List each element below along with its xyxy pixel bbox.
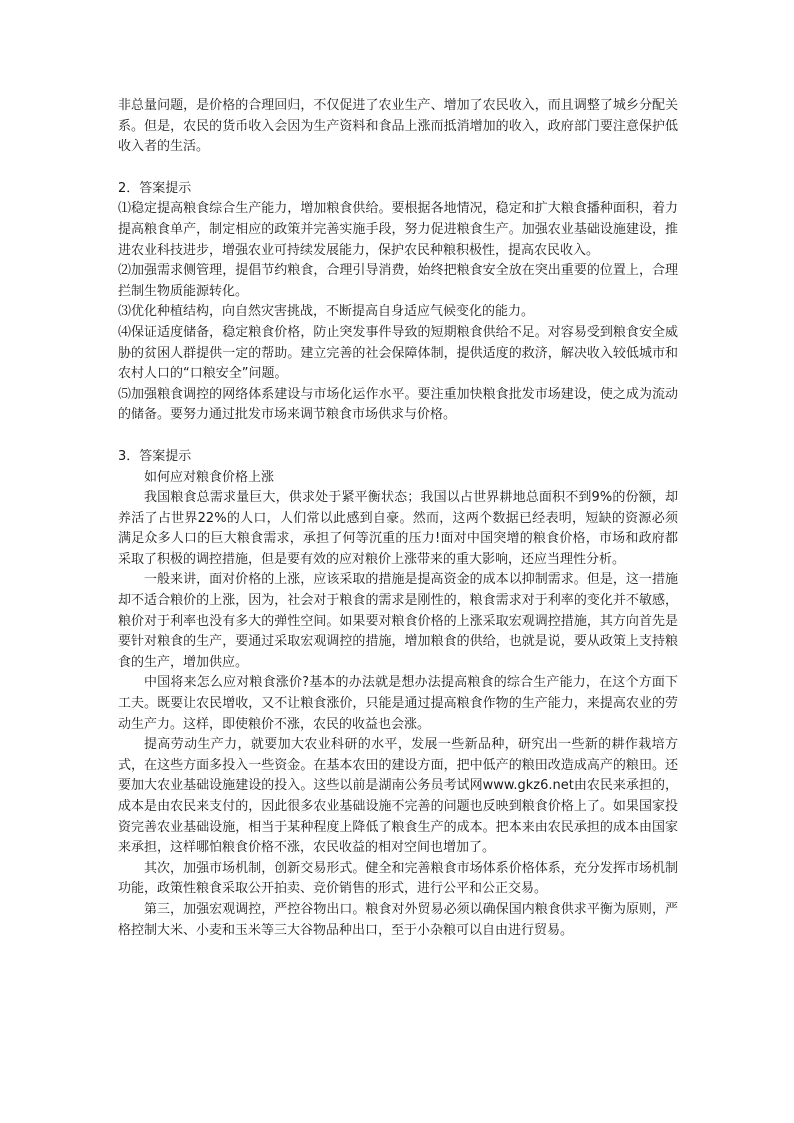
intro-paragraph: 非总量问题，是价格的合理回归，不仅促进了农业生产、增加了农民收入，而且调整了城乡分配关系。但是，农民的货币收入会因为生产资料和食品上涨而抵消增加的收入，政府部门要注意保护低收入者的生活。 [118, 98, 678, 155]
essay-paragraph-4: 提高劳动生产力，就要加大农业科研的水平，发展一些新品种，研究出一些新的耕作栽培方式，在这些方面多投入一些资金。在基本农田的建设方面，把中低产的粮田改造成高产的粮田。还要加大农业基础设施建设的投入。这些以前是湖南公务员考试网www.gkz6.net由农民来承担的，成本是由农民来支付的，因此很多农业基础设施不完善的问题也反映到粮食价格上了。如果国家投资完善农业基础设施，相当于某种程度上降低了粮食生产的成本。把本来由农民承担的成本由国家来承担，这样哪怕粮食价格不涨，农民收益的相对空间也增加了。 [118, 737, 678, 856]
section-3-heading: 3．答案提示 [118, 448, 192, 464]
answer-item-2: ⑵加强需求侧管理，提倡节约粮食，合理引导消费，始终把粮食安全放在突出重要的位置上，合理拦制生物质能源转化。 [118, 263, 678, 299]
essay-paragraph-2: 一般来讲，面对价格的上涨，应该采取的措施是提高资金的成本以抑制需求。但是，这一措施却不适合粮价的上涨，因为，社会对于粮食的需求是刚性的，粮食需求对于利率的变化并不敏感，粮价对于利率也没有多大的弹性空间。如果要对粮食价格的上涨采取宏观调控措施，其方向首先是要针对粮食的生产，要通过采取宏观调控的措施，增加粮食的供给，也就是说，要从政策上支持粮食的生产，增加供应。 [118, 572, 678, 670]
document-page [118, 96, 678, 941]
essay-paragraph-6: 第三，加强宏观调控，严控谷物出口。粮食对外贸易必须以确保国内粮食供求平衡为原则，严格控制大米、小麦和玉米等三大谷物品种出口，至于小杂粮可以自由进行贸易。 [118, 901, 678, 938]
section-2-heading: 2．答案提示 [118, 180, 192, 196]
answer-item-1: ⑴稳定提高粮食综合生产能力，增加粮食供给。要根据各地情况，稳定和扩大粮食播种面积，着力提高粮食单产，制定相应的政策并完善实施手段，努力促进粮食生产。加强农业基础设施建设，推进农业科技进步，增强农业可持续发展能力，保护农民种粮积极性，提高农民收入。 [118, 201, 678, 258]
spacer [118, 158, 678, 179]
essay-title: 如何应对粮食价格上涨 [144, 469, 275, 485]
essay-paragraph-1: 我国粮食总需求量巨大，供求处于紧平衡状态；我国以占世界耕地总面积不到9%的份额，却养活了占世界22%的人口，人们常以此感到自豪。然而，这两个数据已经表明，短缺的资源必须满足众多人口的巨大粮食需求，承担了何等沉重的压力!面对中国突增的粮食价格，市场和政府都采取了积极的调控措施，但是要有效的应对粮价上涨带来的重大影响，还应当理性分析。 [118, 490, 678, 567]
spacer [118, 426, 678, 447]
answer-item-4: ⑷保证适度储备，稳定粮食价格，防止突发事件导致的短期粮食供给不足。对容易受到粮食安全威胁的贫困人群提供一定的帮助。建立完善的社会保障体制，提供适度的救济，解决收入较低城市和农村人口的“口粮安全”问题。 [118, 324, 678, 382]
answer-item-5: ⑸加强粮食调控的网络体系建设与市场化运作水平。要注重加快粮食批发市场建设，使之成为流动的储备。要努力通过批发市场来调节粮食市场供求与价格。 [118, 386, 678, 423]
answer-item-3: ⑶优化种植结构，向自然灾害挑战，不断提高自身适应气候变化的能力。 [118, 304, 535, 320]
essay-paragraph-5: 其次，加强市场机制，创新交易形式。健全和完善粮食市场体系价格体系，充分发挥市场机制功能，政策性粮食采取公开拍卖、竞价销售的形式，进行公平和公正交易。 [118, 860, 678, 897]
essay-paragraph-3: 中国将来怎么应对粮食涨价?基本的办法就是想办法提高粮食的综合生产能力，在这个方面下工夫。既要让农民增收，又不让粮食涨价，只能是通过提高粮食作物的生产能力，来提高农业的劳动生产力。这样，即使粮价不涨，农民的收益也会涨。 [118, 675, 678, 732]
